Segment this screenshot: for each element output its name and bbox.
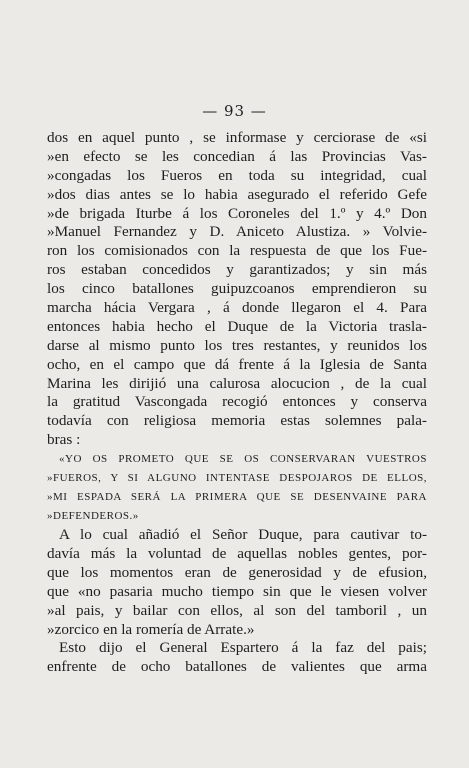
text-line: »en efecto se les concedian á las Provincias Vas- <box>47 147 427 165</box>
text-line: »zorcico en la romería de Arrate.» <box>47 620 255 638</box>
text-line: que los momentos eran de generosidad y de efusion, <box>47 563 427 581</box>
text-line: Esto dijo el General Espartero á la faz del pais; <box>59 639 427 657</box>
text-line: »al pais, y bailar con ellos, al son del tamboril , un <box>47 601 427 619</box>
quote-line: »MI ESPADA SERÁ LA PRIMERA QUE SE DESENVAINE PARA <box>47 491 427 504</box>
text-line: marcha hácia Vergara , á donde llegaron el 4. Para <box>47 299 427 317</box>
text-line: davía más la voluntad de aquellas nobles gentes, por- <box>47 545 427 563</box>
quote-line: «YO OS PROMETO QUE SE OS CONSERVARAN VUESTROS <box>59 453 427 466</box>
body-text <box>47 129 427 677</box>
text-line: »congadas los Fueros en toda su integridad, cual <box>47 166 427 184</box>
text-line: »dos dias antes se lo habia asegurado el referido Gefe <box>47 185 427 203</box>
text-line: A lo cual añadió el Señor Duque, para cautivar to- <box>59 526 427 544</box>
text-line: »de brigada Iturbe á los Coroneles del 1.º y 4.º Don <box>47 204 427 222</box>
text-line: Marina les dirijió una calurosa alocucion , de la cual <box>47 374 427 392</box>
text-line: dos en aquel punto , se informase y cerciorase de «si <box>47 129 427 146</box>
text-line: ocho, en el campo que dá frente á la Iglesia de Santa <box>47 355 427 373</box>
text-line: ros estaban concedidos y garantizados; y sin más <box>47 261 427 279</box>
text-line: »Manuel Fernandez y D. Aniceto Alustiza. » Volvie- <box>47 223 427 241</box>
text-line: ron los comisionados con la respuesta de que los Fue- <box>47 242 427 260</box>
page-number: — 93 — <box>202 102 267 120</box>
text-line: bras : <box>47 431 81 449</box>
text-line: la gratitud Vascongada recogió entonces y conserva <box>47 393 427 411</box>
text-line: entonces habia hecho el Duque de la Victoria trasla- <box>47 317 427 335</box>
text-line: los cinco batallones guipuzcoanos emprendieron su <box>47 280 427 298</box>
text-line: que «no pasaria mucho tiempo sin que le viesen volver <box>47 582 427 600</box>
text-line: enfrente de ocho batallones de valientes que arma <box>47 658 427 676</box>
quote-line: »FUEROS, Y SI ALGUNO INTENTASE DESPOJAROS DE ELLOS, <box>47 472 427 485</box>
text-line: todavía con religiosa memoria estas solemnes pala- <box>47 412 427 430</box>
quote-line: »DEFENDEROS.» <box>47 510 139 523</box>
text-line: darse al mismo punto los tres restantes, y reunidos los <box>47 336 427 354</box>
